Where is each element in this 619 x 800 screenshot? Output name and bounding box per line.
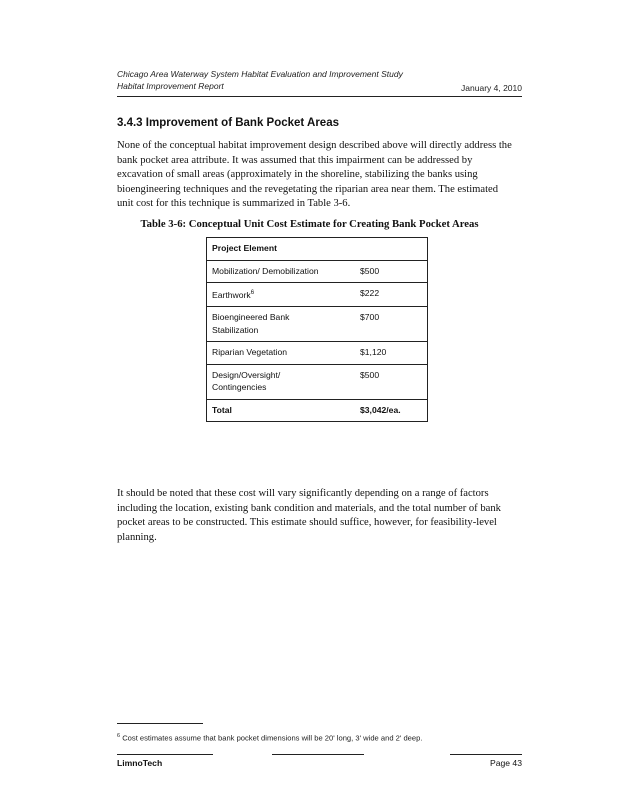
header-report-title: Habitat Improvement Report: [117, 81, 224, 91]
footnote: [117, 733, 422, 743]
row-element: Mobilization/ Demobilization: [212, 265, 319, 276]
footer-company: LimnoTech: [117, 758, 163, 768]
header-date: January 4, 2010: [461, 83, 522, 93]
paragraph-note: It should be noted that these cost will vary significantly depending on a range of factors including the location, existing bank condition and materials, and the total number of bank pocket areas to be constructed. This estimate should suffice, however, for feasibility-level planning.: [117, 488, 501, 543]
footnote-marker: 6: [117, 733, 121, 739]
row-element-label: Earthwork: [212, 289, 251, 300]
table-row: [206, 261, 428, 284]
table-header-cost: [338, 238, 428, 260]
table-row: [206, 307, 428, 342]
footnote-ref: 6: [250, 290, 255, 296]
footer-rule-center: [272, 754, 364, 755]
footnote-rule: [117, 723, 203, 724]
row-cost: $222: [360, 288, 380, 298]
footer-rule-right: [450, 754, 522, 755]
footer-rule-left: [117, 754, 213, 755]
header-study-title: Chicago Area Waterway System Habitat Evaluation and Improvement Study: [117, 69, 403, 79]
table-row: [206, 365, 428, 400]
header-rule: [117, 96, 522, 97]
row-cost: $1,120: [360, 347, 387, 358]
total-cost: $3,042/ea.: [360, 404, 401, 415]
table-row: [206, 342, 428, 365]
table-row: [206, 283, 428, 307]
footnote-text: Cost estimates assume that bank pocket dimensions will be 20' long, 3' wide and 2' deep.: [122, 733, 423, 743]
footer-page-number: Page 43: [489, 758, 522, 768]
row-element: Design/Oversight/ Contingencies: [212, 369, 281, 393]
section-heading: 3.4.3 Improvement of Bank Pocket Areas: [117, 117, 339, 129]
row-cost: $700: [360, 312, 380, 323]
row-cost: $500: [360, 369, 380, 380]
row-cost: $500: [360, 265, 380, 276]
table-header-row: [206, 237, 428, 261]
table-header-element: Project Element: [212, 243, 277, 253]
row-element: Riparian Vegetation: [212, 347, 288, 358]
cost-table: [206, 237, 428, 422]
table-caption: Table 3-6: Conceptual Unit Cost Estimate for Creating Bank Pocket Areas: [140, 218, 479, 230]
table-total-row: [206, 400, 428, 423]
total-label: Total: [212, 404, 232, 415]
row-element: [206, 283, 338, 306]
paragraph-intro: None of the conceptual habitat improvement design described above will directly address the bank pocket area attribute. It was assumed that this impairment can be addressed by excavation of small areas (approximately in the shoreline, stabilizing the banks using bioengineering techniques and the revegetating the riparian area near them. The estimated unit cost for this technique is summarized in Table 3-6.: [117, 140, 512, 210]
row-element: Bioengineered Bank Stabilization: [212, 312, 290, 335]
